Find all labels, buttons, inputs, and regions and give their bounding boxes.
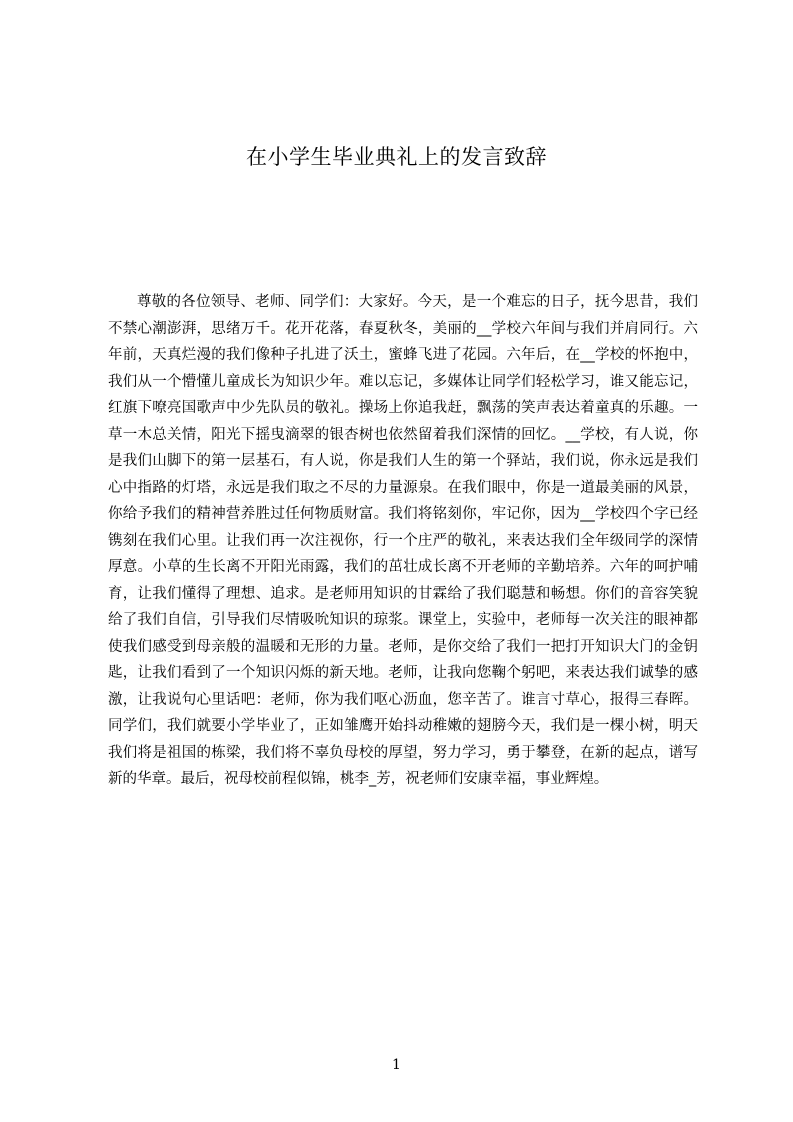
page-number: 1: [392, 1057, 401, 1073]
document-title: 在小学生毕业典礼上的发言致辞: [246, 145, 547, 169]
speech-body-paragraph: 尊敬的各位领导、老师、同学们：大家好。今天，是一个难忘的日子，抚今思昔，我们不禁心潮澎湃，思绪万千。花开花落，春夏秋冬，美丽的__学校六年间与我们并肩同行。六年前，天真烂漫的我们像种子扎进了沃土，蜜蜂飞进了花园。六年后，在__学校的怀抱中，我们从一个懵懂儿童成长为知识少年。难以忘记，多媒体让同学们轻松学习，谁又能忘记，红旗下嘹亮国歌声中少先队员的敬礼。操场上你追我赶，飘荡的笑声表达着童真的乐趣。一草一木总关情，阳光下摇曳滴翠的银杏树也依然留着我们深情的回忆。__学校，有人说，你是我们山脚下的第一层基石，有人说，你是我们人生的第一个驿站，我们说，你永远是我们心中指路的灯塔，永远是我们取之不尽的力量源泉。在我们眼中，你是一道最美丽的风景，你给予我们的精神营养胜过任何物质财富。我们将铭刻你，牢记你，因为__学校四个字已经镌刻在我们心里。让我们再一次注视你，行一个庄严的敬礼，来表达我们全年级同学的深情厚意。小草的生长离不开阳光雨露，我们的茁壮成长离不开老师的辛勤培养。六年的呵护哺育，让我们懂得了理想、追求。是老师用知识的甘霖给了我们聪慧和畅想。你们的音容笑貌给了我们自信，引导我们尽情吸吮知识的琼浆。课堂上，实验中，老师每一次关注的眼神都使我们感受到母亲般的温暖和无形的力量。老师，是你交给了我们一把打开知识大门的金钥匙，让我们看到了一个知识闪烁的新天地。老师，让我向您鞠个躬吧，来表达我们诚挚的感激，让我说句心里话吧：老师，你为我们呕心沥血，您辛苦了。谁言寸草心，报得三春晖。同学们，我们就要小学毕业了，正如雏鹰开始抖动稚嫩的翅膀今天，我们是一棵小树，明天我们将是祖国的栋梁，我们将不辜负母校的厚望，努力学习，勇于攀登，在新的起点，谱写新的华章。最后，祝母校前程似锦，桃李_芳，祝老师们安康幸福，事业辉煌。: [108, 294, 698, 787]
